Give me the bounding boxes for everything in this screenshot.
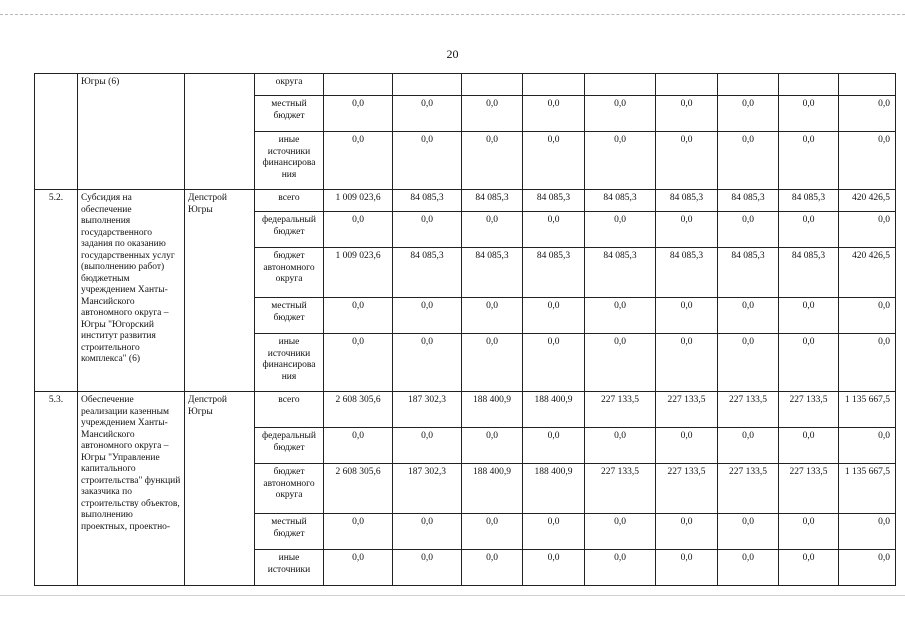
funding-source-label: всего (255, 190, 324, 212)
funding-source-label: иные источники финансирова ния (255, 334, 324, 392)
amount-cell: 0,0 (718, 212, 779, 248)
amount-cell: 0,0 (393, 96, 462, 132)
amount-cell: 0,0 (718, 514, 779, 550)
amount-cell: 187 302,3 (393, 392, 462, 428)
amount-cell: 0,0 (324, 96, 393, 132)
item-title: Обеспечение реализации казенным учреждением Ханты-Мансийского автономного округа – Югры "Управление капитального строительства" функций заказчика по строительству объектов, выполнению проектных, проектно- (78, 392, 185, 586)
amount-cell: 0,0 (585, 298, 656, 334)
amount-cell: 1 135 667,5 (839, 392, 896, 428)
item-executor: Депстрой Югры (185, 190, 255, 392)
item-number: 5.3. (35, 392, 78, 586)
scan-top-edge (0, 14, 905, 15)
amount-cell: 2 608 305,6 (324, 392, 393, 428)
funding-source-label: иные источники финансирова ния (255, 132, 324, 190)
amount-cell: 84 085,3 (656, 248, 718, 298)
amount-cell: 227 133,5 (779, 392, 839, 428)
amount-cell: 0,0 (585, 334, 656, 392)
page-number: 20 (446, 47, 459, 61)
amount-cell: 0,0 (462, 212, 523, 248)
amount-cell: 227 133,5 (656, 464, 718, 514)
amount-cell: 0,0 (585, 550, 656, 586)
amount-cell: 84 085,3 (393, 190, 462, 212)
amount-cell: 0,0 (324, 298, 393, 334)
amount-cell (585, 74, 656, 96)
funding-source-label: бюджет автономного округа (255, 464, 324, 514)
amount-cell: 84 085,3 (656, 190, 718, 212)
amount-cell: 0,0 (523, 132, 585, 190)
amount-cell: 0,0 (462, 334, 523, 392)
amount-cell: 0,0 (839, 132, 896, 190)
amount-cell: 0,0 (718, 96, 779, 132)
funding-source-label: округа (255, 74, 324, 96)
table-row (35, 190, 896, 212)
amount-cell: 84 085,3 (779, 190, 839, 212)
item-title: Субсидия на обеспечение выполнения государственного задания по оказанию государственных услуг (выполнению работ) бюджетным учреждением Ханты-Мансийского автономного округа – Югры "Югорский институт развития строительного комплекса" (6) (78, 190, 185, 392)
amount-cell: 0,0 (393, 298, 462, 334)
amount-cell: 0,0 (585, 96, 656, 132)
funding-source-label: иные источники (255, 550, 324, 586)
amount-cell: 0,0 (523, 428, 585, 464)
amount-cell: 0,0 (324, 132, 393, 190)
amount-cell: 227 133,5 (779, 464, 839, 514)
funding-source-label: федеральный бюджет (255, 212, 324, 248)
amount-cell: 0,0 (523, 334, 585, 392)
amount-cell: 84 085,3 (523, 248, 585, 298)
amount-cell: 0,0 (839, 334, 896, 392)
amount-cell: 0,0 (523, 514, 585, 550)
amount-cell: 0,0 (718, 550, 779, 586)
item-number (35, 74, 78, 190)
amount-cell: 0,0 (779, 132, 839, 190)
amount-cell: 420 426,5 (839, 190, 896, 212)
amount-cell: 188 400,9 (523, 392, 585, 428)
amount-cell: 227 133,5 (585, 464, 656, 514)
amount-cell: 0,0 (585, 212, 656, 248)
amount-cell: 0,0 (779, 298, 839, 334)
amount-cell (656, 74, 718, 96)
amount-cell: 0,0 (523, 550, 585, 586)
amount-cell: 0,0 (585, 428, 656, 464)
amount-cell: 227 133,5 (585, 392, 656, 428)
amount-cell (462, 74, 523, 96)
amount-cell: 0,0 (393, 132, 462, 190)
table-row (35, 74, 896, 96)
amount-cell: 0,0 (656, 298, 718, 334)
amount-cell: 188 400,9 (462, 464, 523, 514)
amount-cell: 188 400,9 (523, 464, 585, 514)
amount-cell: 0,0 (779, 428, 839, 464)
amount-cell: 227 133,5 (656, 392, 718, 428)
amount-cell: 0,0 (462, 514, 523, 550)
amount-cell (324, 74, 393, 96)
amount-cell: 2 608 305,6 (324, 464, 393, 514)
amount-cell: 420 426,5 (839, 248, 896, 298)
funding-source-label: всего (255, 392, 324, 428)
amount-cell: 0,0 (718, 334, 779, 392)
scan-bottom-edge (0, 595, 905, 596)
amount-cell: 0,0 (523, 212, 585, 248)
funding-source-label: федеральный бюджет (255, 428, 324, 464)
amount-cell: 0,0 (839, 514, 896, 550)
amount-cell: 84 085,3 (393, 248, 462, 298)
budget-table (34, 73, 896, 586)
amount-cell: 0,0 (656, 428, 718, 464)
amount-cell: 0,0 (324, 212, 393, 248)
amount-cell: 0,0 (718, 132, 779, 190)
amount-cell: 227 133,5 (718, 392, 779, 428)
amount-cell: 0,0 (656, 334, 718, 392)
amount-cell: 0,0 (839, 212, 896, 248)
amount-cell: 1 009 023,6 (324, 190, 393, 212)
amount-cell: 227 133,5 (718, 464, 779, 514)
amount-cell: 84 085,3 (718, 248, 779, 298)
amount-cell: 0,0 (462, 298, 523, 334)
amount-cell: 1 135 667,5 (839, 464, 896, 514)
amount-cell: 0,0 (324, 334, 393, 392)
amount-cell: 0,0 (656, 514, 718, 550)
amount-cell: 0,0 (718, 428, 779, 464)
amount-cell: 0,0 (585, 514, 656, 550)
amount-cell: 84 085,3 (462, 190, 523, 212)
funding-source-label: местный бюджет (255, 96, 324, 132)
amount-cell: 0,0 (656, 132, 718, 190)
amount-cell: 0,0 (324, 514, 393, 550)
amount-cell: 0,0 (656, 212, 718, 248)
amount-cell: 84 085,3 (462, 248, 523, 298)
amount-cell: 0,0 (462, 96, 523, 132)
amount-cell: 84 085,3 (779, 248, 839, 298)
funding-source-label: бюджет автономного округа (255, 248, 324, 298)
amount-cell: 188 400,9 (462, 392, 523, 428)
amount-cell (718, 74, 779, 96)
amount-cell: 0,0 (462, 550, 523, 586)
amount-cell: 84 085,3 (523, 190, 585, 212)
amount-cell: 0,0 (393, 212, 462, 248)
item-title: Югры (6) (78, 74, 185, 190)
amount-cell: 0,0 (779, 212, 839, 248)
amount-cell (779, 74, 839, 96)
amount-cell: 187 302,3 (393, 464, 462, 514)
amount-cell: 84 085,3 (585, 248, 656, 298)
amount-cell: 0,0 (462, 132, 523, 190)
amount-cell (523, 74, 585, 96)
amount-cell: 1 009 023,6 (324, 248, 393, 298)
amount-cell: 0,0 (393, 334, 462, 392)
amount-cell: 0,0 (839, 550, 896, 586)
amount-cell: 0,0 (779, 96, 839, 132)
amount-cell: 0,0 (656, 550, 718, 586)
item-executor (185, 74, 255, 190)
amount-cell: 0,0 (656, 96, 718, 132)
amount-cell: 84 085,3 (718, 190, 779, 212)
amount-cell: 0,0 (839, 96, 896, 132)
funding-source-label: местный бюджет (255, 514, 324, 550)
amount-cell: 0,0 (779, 550, 839, 586)
funding-source-label: местный бюджет (255, 298, 324, 334)
amount-cell: 0,0 (393, 514, 462, 550)
amount-cell: 0,0 (523, 298, 585, 334)
amount-cell: 0,0 (779, 334, 839, 392)
amount-cell: 0,0 (393, 428, 462, 464)
item-number: 5.2. (35, 190, 78, 392)
amount-cell: 0,0 (585, 132, 656, 190)
item-executor: Депстрой Югры (185, 392, 255, 586)
amount-cell: 0,0 (324, 428, 393, 464)
amount-cell: 0,0 (839, 428, 896, 464)
amount-cell: 0,0 (462, 428, 523, 464)
amount-cell (839, 74, 896, 96)
amount-cell: 0,0 (839, 298, 896, 334)
amount-cell: 0,0 (779, 514, 839, 550)
amount-cell: 0,0 (393, 550, 462, 586)
amount-cell: 0,0 (523, 96, 585, 132)
amount-cell (393, 74, 462, 96)
amount-cell: 84 085,3 (585, 190, 656, 212)
amount-cell: 0,0 (718, 298, 779, 334)
table-row (35, 392, 896, 428)
amount-cell: 0,0 (324, 550, 393, 586)
